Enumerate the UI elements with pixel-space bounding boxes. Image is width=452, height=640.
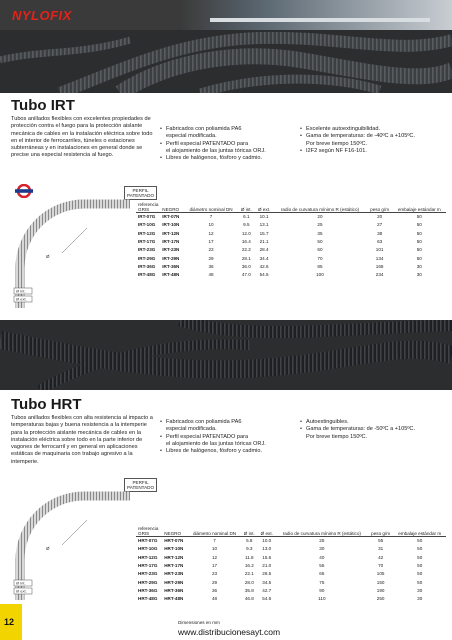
table-cell: 50 — [416, 239, 422, 245]
hrt-product-photo — [0, 320, 452, 390]
table-cell: HRT-17G — [138, 563, 158, 569]
table-cell: 50 — [417, 554, 423, 560]
col-header: Ø ext. — [255, 207, 273, 213]
ref-label: referencia — [138, 202, 159, 207]
table-row — [136, 570, 446, 578]
page-number-tab — [0, 604, 22, 640]
irt-feature: • Libres de halógenos, fósforo y cadmio. — [160, 155, 310, 162]
table-cell: 16.4 — [241, 239, 251, 245]
table-cell: 101 — [375, 247, 384, 253]
irt-spec-table — [136, 202, 446, 279]
table-row — [136, 237, 446, 245]
table-cell: 28.5 — [262, 571, 272, 577]
table-cell: 70 — [317, 255, 323, 261]
table-cell: 48 — [211, 596, 218, 602]
table-row — [136, 246, 446, 254]
table-cell: 36 — [208, 263, 214, 269]
table-cell: 70 — [378, 563, 384, 569]
table-cell: 7 — [213, 538, 216, 544]
table-cell: 100 — [316, 272, 324, 278]
table-cell: 13.0 — [262, 546, 272, 552]
ref-label: referencia — [138, 526, 159, 531]
table-cell: 42.6 — [259, 263, 269, 269]
col-header: GRIS — [136, 207, 160, 213]
table-cell: 50 — [417, 571, 423, 577]
table-cell: 50 — [416, 247, 422, 253]
table-cell: 13.1 — [259, 222, 269, 228]
table-cell: 36 — [211, 587, 218, 593]
table-cell: 65 — [319, 571, 325, 577]
table-cell: 9.5 — [243, 222, 250, 228]
col-header: embalaje estándar m — [393, 207, 446, 213]
table-cell: HRT-10N — [164, 546, 184, 552]
table-cell: IRT-36G — [138, 263, 156, 269]
hrt-dim-ext: Ø ext. — [16, 588, 27, 594]
table-cell: 10 — [211, 546, 218, 552]
table-cell: 12.0 — [241, 230, 251, 236]
table-cell: 250 — [376, 596, 385, 602]
table-cell: 234 — [375, 272, 384, 278]
table-cell: 75 — [319, 579, 325, 585]
table-cell: IRT-23G — [138, 247, 156, 253]
table-cell: IRT-10N — [162, 222, 180, 228]
irt-intro: Tubos anillados flexibles con excelentes propiedades de protección contra el fuego para la protección aislante mecánica de cables en la instalación eléctrica sobre todo en el interior de ferrocarriles, túneles o estaciones subterráneas y en instalaciones en general donde se precise una especial resistencia al fuego. — [11, 116, 153, 159]
table-cell: 23 — [208, 247, 214, 253]
table-cell: HRT-23G — [138, 571, 158, 577]
table-cell: 12 — [208, 230, 214, 236]
hrt-feature: • Perfil especial PATENTADO para — [160, 434, 310, 441]
col-header: peso g/m — [368, 531, 394, 537]
table-cell: 35 — [317, 230, 323, 236]
table-cell: HRT-12G — [138, 554, 158, 560]
table-row — [136, 537, 446, 545]
table-cell: 50 — [416, 222, 422, 228]
table-cell: IRT-23N — [162, 247, 180, 253]
table-cell: 25 — [319, 538, 325, 544]
table-cell: 25 — [317, 222, 323, 228]
hrt-title: Tubo HRT — [11, 396, 82, 413]
table-row — [136, 578, 446, 586]
tag-line: PATENTADO — [127, 193, 155, 198]
irt-feature: el alojamiento de las juntas tóricas ORJ. — [166, 147, 266, 154]
table-cell: 85 — [317, 263, 323, 269]
table-cell: 47.0 — [241, 272, 251, 278]
table-cell: HRT-36N — [164, 587, 184, 593]
table-cell: 6.1 — [243, 214, 250, 220]
table-row — [136, 262, 446, 270]
table-cell: 34.5 — [262, 579, 272, 585]
table-cell: 36.0 — [241, 263, 251, 269]
hrt-feature: • Gama de temperaturas: de -50ºC a +105ºC. — [300, 426, 450, 433]
table-cell: 48 — [208, 272, 214, 278]
table-row — [136, 561, 446, 569]
table-cell: 7 — [209, 214, 213, 220]
col-header: radio de curvatura mínimo R (estático) — [276, 531, 368, 537]
table-cell: 20 — [317, 214, 323, 220]
tag-line: PERFIL — [132, 480, 149, 485]
table-cell: IRT-36N — [162, 263, 180, 269]
col-header: Ø int. — [238, 207, 255, 213]
hrt-features-left — [160, 419, 310, 455]
irt-features-right — [300, 126, 450, 155]
table-cell: 50 — [417, 579, 423, 585]
table-row — [136, 595, 446, 603]
table-row — [136, 545, 446, 553]
irt-feature: Por breve tiempo 150ºC. — [306, 140, 368, 147]
table-cell: IRT-07G — [138, 214, 156, 220]
table-row — [136, 553, 446, 561]
table-cell: 30 — [417, 596, 423, 602]
table-cell: 42.7 — [262, 587, 272, 593]
hrt-feature: • Autoextinguibles. — [300, 419, 450, 426]
table-cell: 38 — [377, 230, 383, 236]
table-row — [136, 221, 446, 229]
table-cell: 28.0 — [244, 579, 254, 585]
table-cell: IRT-17N — [162, 239, 180, 245]
table-row — [136, 586, 446, 594]
table-cell: 22.1 — [244, 571, 254, 577]
col-header: embalaje estándar m — [393, 531, 446, 537]
table-row — [136, 271, 446, 279]
table-cell: IRT-48N — [162, 272, 180, 278]
table-cell: HRT-23N — [164, 571, 184, 577]
table-cell: IRT-17G — [138, 239, 156, 245]
table-cell: 50 — [416, 230, 422, 236]
table-cell: 35.8 — [244, 587, 254, 593]
table-cell: 110 — [318, 596, 326, 602]
table-cell: HRT-29N — [164, 579, 184, 585]
table-cell: IRT-12N — [162, 230, 180, 236]
irt-feature: • I2F2 según NF F16-101. — [300, 148, 450, 155]
col-header: NEGRO — [162, 531, 188, 537]
table-cell: 28.1 — [241, 255, 251, 261]
table-cell: 54.6 — [262, 596, 272, 602]
table-cell: 22.2 — [241, 247, 251, 253]
col-header: NEGRO — [160, 207, 184, 213]
table-cell: HRT-36G — [138, 587, 158, 593]
table-cell: HRT-07N — [164, 538, 184, 544]
table-cell: 134 — [375, 255, 384, 261]
table-row — [136, 254, 446, 262]
table-cell: 29 — [208, 255, 214, 261]
table-cell: 50 — [417, 538, 423, 544]
table-cell: 63 — [377, 239, 383, 245]
table-cell: 10.1 — [259, 214, 269, 220]
table-cell: HRT-12N — [164, 554, 184, 560]
table-cell: 17 — [208, 239, 214, 245]
irt-dim-int: Ø int. — [16, 288, 26, 294]
website-link[interactable]: www.distribucionesayt.com — [178, 627, 281, 637]
dimensions-note: Dimensiones en mm — [178, 620, 220, 625]
table-cell: 50 — [417, 563, 423, 569]
hrt-intro: Tubos anillados flexibles con alta resistencia al impacto a temperaturas bajas y buena resistencia a la intemperie para la protección aislante mecánica de cables en la instalación eléctrica sobre todo en la parte inferior de vagones de ferrocarril y en general en aplicaciones estáticas de maquinaria con trabajo agresivo a la intemperie. — [11, 415, 153, 465]
irt-feature: • Fabricados con poliamida PA6 — [160, 126, 310, 133]
table-cell: 11.8 — [244, 554, 254, 560]
table-cell: HRT-48G — [138, 596, 158, 602]
table-cell: HRT-48N — [164, 596, 184, 602]
table-cell: 15.6 — [262, 554, 272, 560]
brand-logo: NYLOFIX — [12, 8, 72, 23]
table-cell: 30 — [417, 587, 423, 593]
irt-features-left — [160, 126, 310, 162]
table-cell: 21.0 — [262, 563, 272, 569]
irt-product-photo — [0, 30, 452, 93]
table-cell: 90 — [319, 587, 325, 593]
col-header: diámetro nominal DN — [184, 207, 238, 213]
hrt-feature: el alojamiento de las juntas tóricas ORJ. — [166, 440, 266, 447]
table-cell: 31 — [378, 546, 384, 552]
tag-line: PATENTADO — [127, 485, 155, 490]
table-row — [136, 229, 446, 237]
page-number: 12 — [4, 617, 15, 627]
hrt-feature: • Libres de halógenos, fósforo y cadmio. — [160, 448, 310, 455]
table-cell: 10 — [208, 222, 214, 228]
hrt-feature: • Fabricados con poliamida PA6 — [160, 419, 310, 426]
irt-feature: • Excelente autoextinguibilidad. — [300, 126, 450, 133]
table-cell: 9.3 — [246, 546, 253, 552]
col-header: radio de curvatura mínimo R (estático) — [273, 207, 366, 213]
table-cell: 50 — [417, 546, 423, 552]
header-bar — [0, 0, 452, 30]
table-cell: 150 — [376, 579, 385, 585]
col-header: Ø int. — [241, 531, 258, 537]
table-cell: 55 — [378, 538, 384, 544]
table-cell: IRT-29G — [138, 255, 156, 261]
table-cell: IRT-12G — [138, 230, 156, 236]
table-cell: 168 — [375, 263, 384, 269]
table-cell: 28.4 — [259, 247, 269, 253]
hrt-radius-label: Ø — [46, 546, 50, 551]
table-cell: 21.1 — [259, 239, 269, 245]
table-cell: 40 — [319, 554, 325, 560]
table-cell: 190 — [376, 587, 385, 593]
table-cell: 60 — [317, 247, 323, 253]
table-cell: HRT-10G — [138, 546, 158, 552]
hrt-feature: Por breve tiempo 150ºC. — [306, 433, 368, 440]
irt-feature: • Gama de temperaturas: de -40ºC a +105ºC. — [300, 133, 450, 140]
table-cell: 54.5 — [259, 272, 269, 278]
col-header: diámetro nominal DN — [188, 531, 241, 537]
table-cell: HRT-07G — [138, 538, 158, 544]
table-cell: IRT-10G — [138, 222, 156, 228]
table-cell: 5.8 — [246, 538, 253, 544]
tag-line: PERFIL — [132, 188, 149, 193]
table-cell: HRT-17N — [164, 563, 184, 569]
irt-feature: • Perfil especial PATENTADO para — [160, 141, 310, 148]
underground-roundel-icon — [14, 184, 34, 198]
table-cell: 20 — [377, 214, 383, 220]
hrt-spec-table — [136, 526, 446, 603]
table-cell: 12 — [211, 554, 218, 560]
table-cell: 50 — [317, 239, 323, 245]
table-cell: 27 — [377, 222, 383, 228]
hrt-features-right — [300, 419, 450, 441]
table-cell: HRT-29G — [138, 579, 158, 585]
table-cell: 30 — [416, 263, 422, 269]
table-cell: 16.2 — [244, 563, 254, 569]
hrt-feature: especial modificada. — [166, 426, 217, 433]
irt-title: Tubo IRT — [11, 97, 75, 114]
table-cell: 29 — [211, 579, 218, 585]
table-cell: 50 — [416, 255, 422, 261]
col-header: GRIS — [136, 531, 162, 537]
table-cell: 15.7 — [259, 230, 269, 236]
table-row — [136, 213, 446, 221]
table-cell: IRT-07N — [162, 214, 180, 220]
table-cell: 17 — [211, 563, 218, 569]
table-cell: 42 — [378, 554, 384, 560]
table-cell: 105 — [376, 571, 385, 577]
table-cell: 34.4 — [259, 255, 269, 261]
table-cell: IRT-29N — [162, 255, 180, 261]
irt-tube-drawing — [12, 198, 130, 310]
table-cell: 50 — [416, 214, 422, 220]
table-cell: IRT-48G — [138, 272, 156, 278]
table-cell: 55 — [319, 563, 325, 569]
table-cell: 10.0 — [262, 538, 272, 544]
irt-radius-label: Ø — [46, 254, 50, 259]
col-header: Ø ext. — [258, 531, 276, 537]
irt-feature: especial modificada. — [166, 133, 217, 140]
col-header: peso g/m — [367, 207, 393, 213]
table-cell: 30 — [416, 272, 422, 278]
table-cell: 30 — [319, 546, 325, 552]
irt-dim-ext: Ø ext. — [16, 296, 27, 302]
header-train-photo — [180, 0, 452, 30]
hrt-dim-int: Ø int. — [16, 580, 26, 586]
hrt-tube-drawing — [12, 490, 130, 602]
table-cell: 46.8 — [244, 596, 254, 602]
table-cell: 23 — [211, 571, 218, 577]
